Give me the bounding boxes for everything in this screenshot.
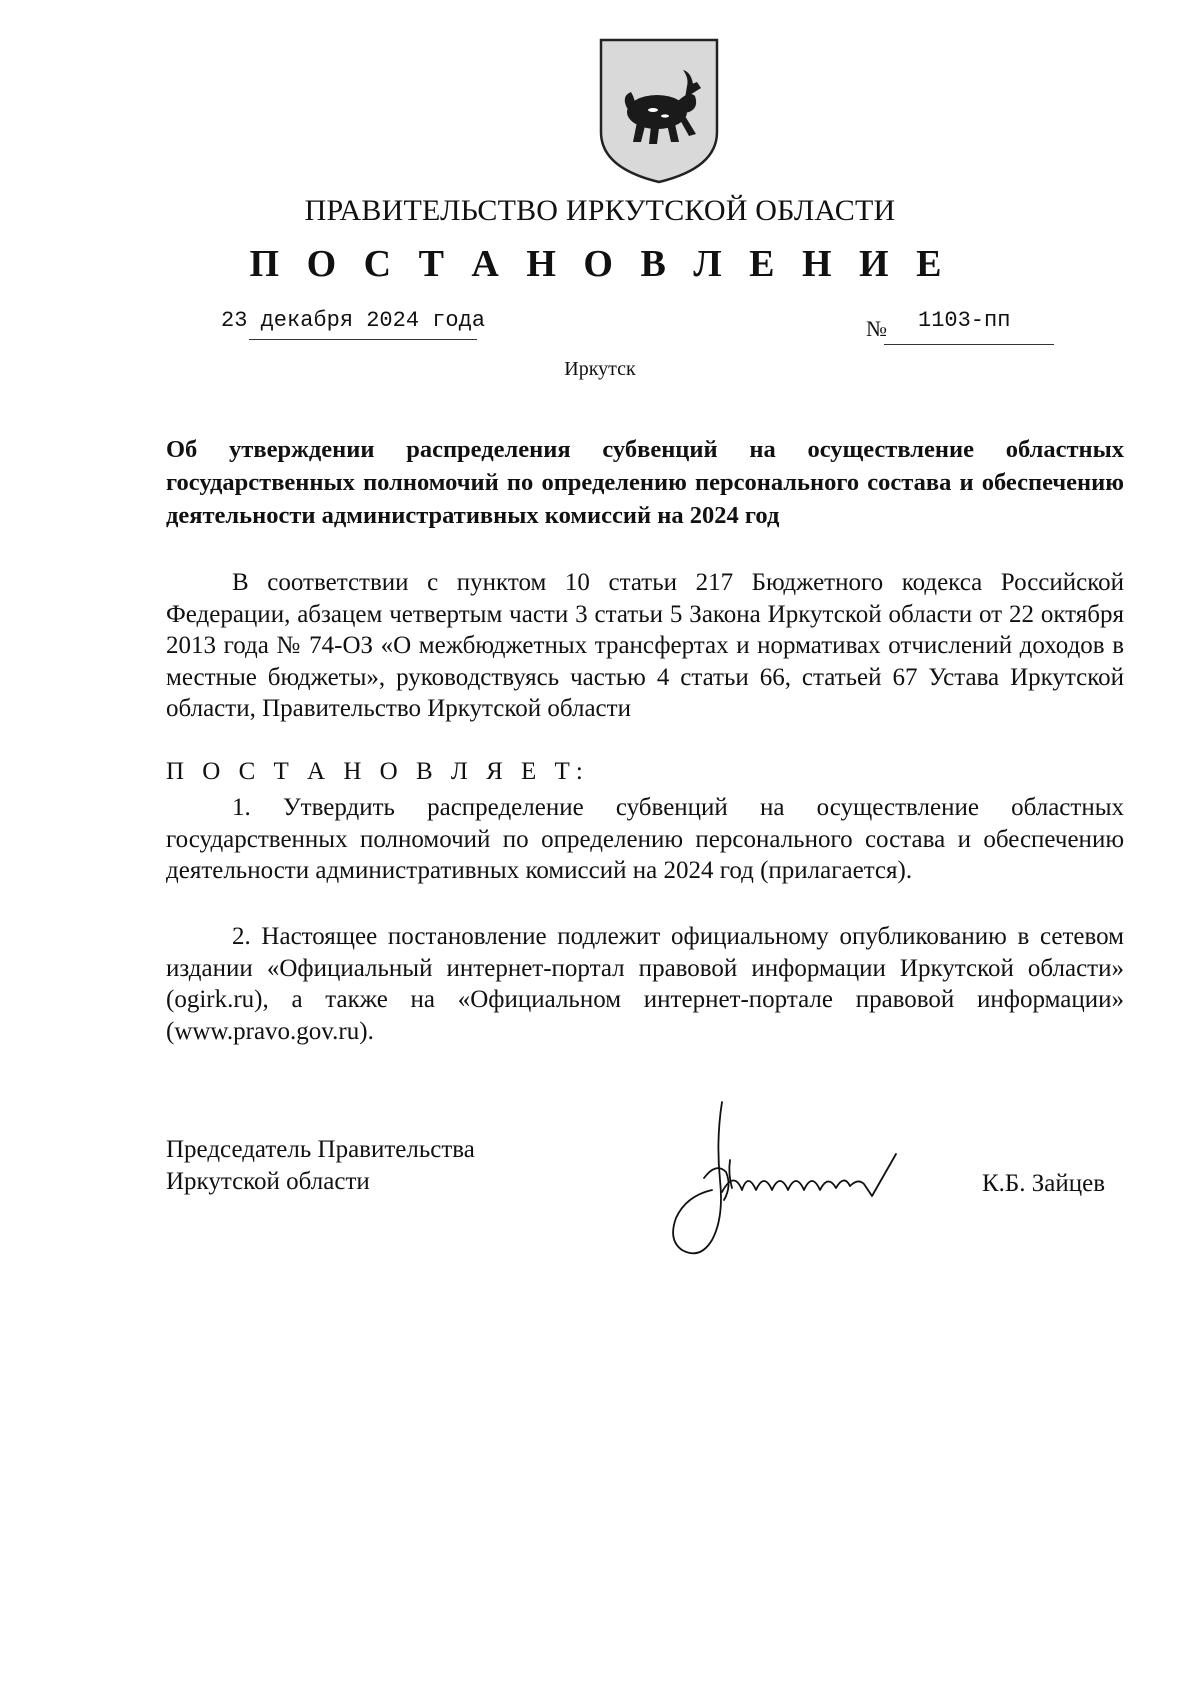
document-number: 1103-пп [918,308,1011,333]
preamble-paragraph: В соответствии с пунктом 10 статьи 217 Бюджетного кодекса Российской Федерации, абзацем четвертым части 3 статьи 5 Закона Иркутской области от 22 октября 2013 года № 74-ОЗ «О межбюджетных трансфертах и нормативах отчислений доходов в местные бюджеты», руководствуясь частью 4 статьи 66, статьей 67 Устава Иркутской области, Правительство Иркутской области [166,569,1124,722]
document-date: 23 декабря 2024 года [221,308,486,333]
city-name: Иркутск [564,358,636,380]
number-underline [884,344,1054,345]
signatory-post [166,1134,475,1198]
handwritten-signature [660,1100,940,1265]
signatory-name: К.Б. Зайцев [982,1170,1106,1197]
document-subject: Об утверждении распределения субвенций на осуществление областных государственных полномочий по определению персонального состава и обеспечению деятельности административных комиссий на 2024 год [166,436,1124,529]
document-date-field [221,308,513,344]
government-name: ПРАВИТЕЛЬСТВО ИРКУТСКОЙ ОБЛАСТИ [304,194,896,227]
number-sign: № [866,316,887,341]
coat-of-arms-icon [597,36,721,184]
signatory-post-line1: Председатель Правительства [166,1136,475,1163]
decree-word: П О С Т А Н О В Л Я Е Т: [166,758,589,785]
signatory-post-line2: Иркутской области [166,1168,370,1195]
decree-item-1: 1. Утвердить распределение субвенций на осуществление областных государственных полномочий по определению персонального состава и обеспечению деятельности административных комиссий на 2024 год (прилагается). [166,794,1124,884]
decree-item-2: 2. Настоящее постановление подлежит официальному опубликованию в сетевом издании «Официальный интернет-портал правовой информации Иркутской области» (ogirk.ru), а также на «Официальном интернет-портале правовой информации» (www.pravo.gov.ru). [166,923,1124,1045]
document-type-title: П О С Т А Н О В Л Е Н И Е [249,243,951,285]
date-underline [249,339,477,340]
